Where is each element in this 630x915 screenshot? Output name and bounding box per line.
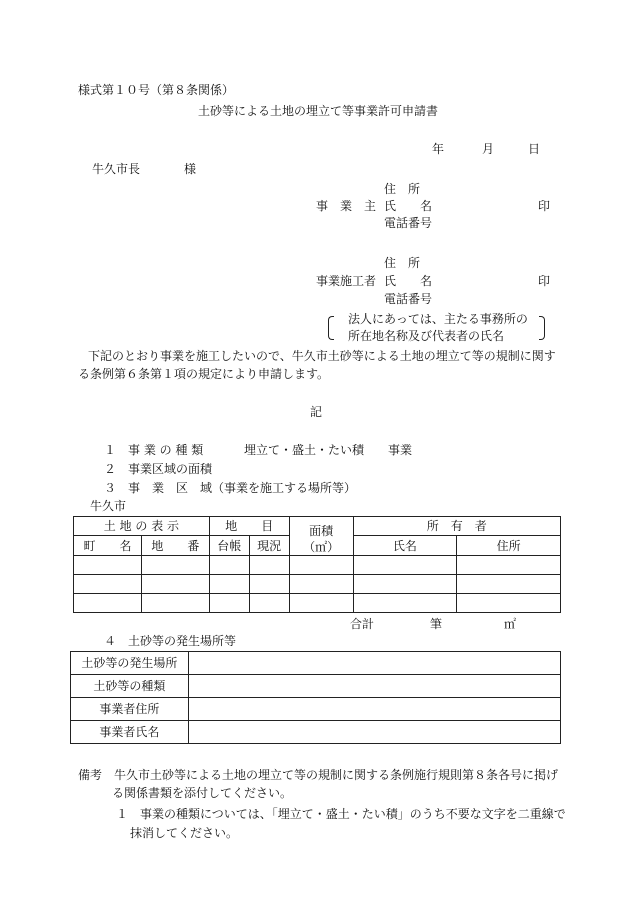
applicant-seal: 印 [538, 199, 551, 213]
applicant-address-label: 住 所 [384, 182, 421, 196]
register-header: 台帳 [209, 536, 249, 556]
source-table [70, 651, 561, 744]
current-header: 現況 [249, 536, 289, 556]
corporate-note-line2: 所在地名称及び代表者の氏名 [348, 329, 505, 343]
remarks-line2: る関係書類を添付してください。 [112, 786, 293, 800]
remarks-line4: 抹消してください。 [130, 826, 239, 840]
table-row [71, 675, 561, 698]
table-row [71, 698, 561, 721]
item3-label: ３ 事 業 区 域（事業を施工する場所等） [104, 481, 357, 495]
contractor-phone-label: 電話番号 [384, 292, 433, 306]
item1-value: 埋立て・盛土・たい積 事業 [244, 443, 413, 457]
table-row [71, 652, 561, 675]
contractor-name-label: 氏 名 [384, 274, 433, 288]
applicant-phone-label: 電話番号 [384, 216, 433, 230]
corporate-note-line1: 法人にあっては、主たる事務所の [348, 312, 528, 326]
operator-address-label: 事業者住所 [71, 698, 189, 721]
intro-line2: る条例第６条第１項の規定により申請します。 [78, 367, 330, 381]
note-bracket-left [328, 316, 334, 340]
intro-line1: 下記のとおり事業を施工したいので、牛久市土砂等による土地の埋立て等の規制に関す [88, 349, 556, 363]
applicant-label: 事 業 主 [316, 199, 377, 213]
sqm-unit: ㎡ [504, 617, 517, 631]
addressee-honorific: 様 [184, 162, 197, 176]
note-bracket-right [539, 316, 545, 340]
city-label: 牛久市 [90, 499, 127, 513]
remarks-line1: 備考 牛久市土砂等による土地の埋立て等の規制に関する条例施行規則第８条各号に掲げ [78, 768, 559, 782]
parcels-unit: 筆 [430, 617, 443, 631]
town-header: 町 名 [74, 536, 142, 556]
applicant-name-label: 氏 名 [384, 199, 433, 213]
date-month: 月 [482, 142, 495, 156]
land-display-header: 土 地 の 表 示 [74, 517, 210, 536]
page-title: 土砂等による土地の埋立て等事業許可申請書 [198, 104, 439, 118]
area-label: 面積 [309, 524, 334, 538]
lot-header: 地 番 [141, 536, 209, 556]
form-number: 様式第１０号（第８条関係） [78, 83, 235, 97]
remarks-line3: １ 事業の種類については、「埋立て・盛土・たい積」のうち不要な文字を二重線で [116, 807, 566, 821]
table-row [71, 721, 561, 744]
ki-heading: 記 [310, 405, 323, 419]
operator-name-label: 事業者氏名 [71, 721, 189, 744]
date-day: 日 [528, 142, 541, 156]
item4-label: ４ 土砂等の発生場所等 [104, 634, 237, 648]
date-year: 年 [432, 142, 445, 156]
item1-label: １ 事 業 の 種 類 [104, 443, 204, 457]
addressee-name: 牛久市長 [92, 162, 141, 176]
area-unit: （㎡） [303, 540, 340, 554]
total-label: 合計 [350, 617, 375, 631]
owner-address-header: 住所 [457, 536, 561, 556]
land-table [73, 516, 561, 613]
contractor-label: 事業施工者 [316, 274, 377, 288]
source-location-label: 土砂等の発生場所 [71, 652, 189, 675]
contractor-seal: 印 [538, 274, 551, 288]
area-header [289, 517, 353, 556]
table-row [74, 594, 561, 613]
land-table-header-row1 [74, 517, 561, 536]
contractor-address-label: 住 所 [384, 256, 421, 270]
item2-label: ２ 事業区域の面積 [104, 462, 213, 476]
owner-header: 所 有 者 [353, 517, 560, 536]
owner-name-header: 氏名 [353, 536, 457, 556]
table-row [74, 556, 561, 575]
chimoku-header: 地 目 [209, 517, 289, 536]
soil-type-label: 土砂等の種類 [71, 675, 189, 698]
table-row [74, 575, 561, 594]
